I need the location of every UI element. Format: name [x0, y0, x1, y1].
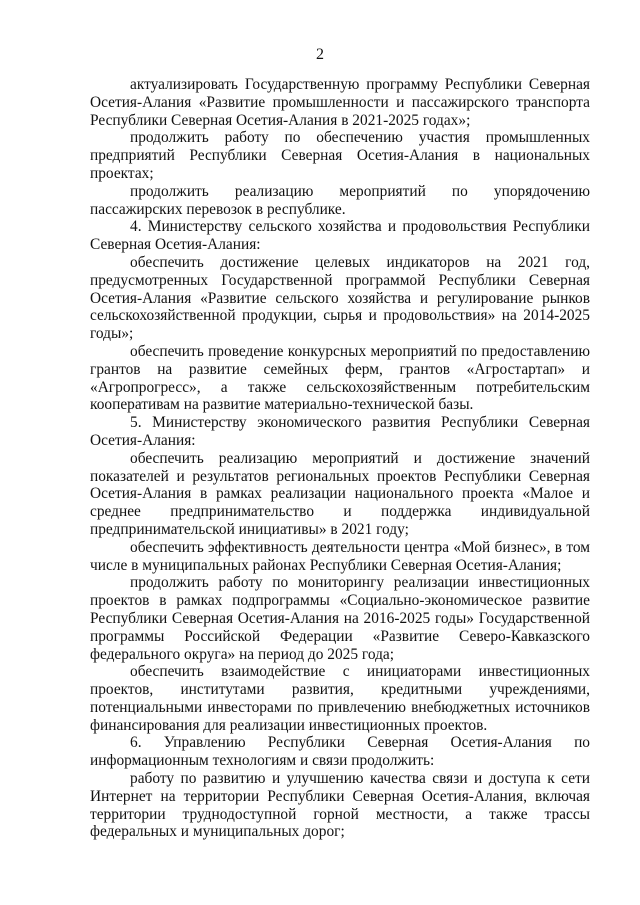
paragraph: обеспечить реализацию мероприятий и достижение значений показателей и результатов региональных проектов Республики Северная Осетия-Алания в рамках реализации национального проекта «Малое и среднее предпринимательство и поддержка индивидуальной предпринимательской инициативы» в 2021 году; [90, 449, 590, 538]
paragraph: продолжить работу по мониторингу реализации инвестиционных проектов в рамках подпрограммы «Социально-экономическое развитие Республики Северная Осетия-Алания на 2016-2025 годы» Государственной программы Российской Федерации «Развитие Северо-Кавказского федерального округа» на период до 2025 года; [90, 574, 590, 663]
paragraph: работу по развитию и улучшению качества связи и доступа к сети Интернет на территории Республики Северная Осетия-Алания, включая территории труднодоступной горной местности, а также трассы федеральных и муниципальных дорог; [90, 770, 590, 841]
paragraph: продолжить реализацию мероприятий по упорядочению пассажирских перевозок в республике. [90, 182, 590, 218]
paragraph: обеспечить взаимодействие с инициаторами инвестиционных проектов, институтами развития, кредитными учреждениями, потенциальными инвесторами по привлечению внебюджетных источников финансирования для реализации инвестиционных проектов. [90, 663, 590, 734]
paragraph: обеспечить эффективность деятельности центра «Мой бизнес», в том числе в муниципальных районах Республики Северная Осетия-Алания; [90, 538, 590, 574]
paragraph: обеспечить проведение конкурсных мероприятий по предоставлению грантов на развитие семейных ферм, грантов «Агростартап» и «Агропрогресс», а также сельскохозяйственным потребительским кооперативам на развитие материально-технической базы. [90, 342, 590, 414]
paragraph: 6. Управлению Республики Северная Осетия-Алания по информационным технологиям и связи продолжить: [90, 734, 590, 770]
paragraph: обеспечить достижение целевых индикаторов на 2021 год, предусмотренных Государственной программой Республики Северная Осетия-Алания «Развитие сельского хозяйства и регулирование рынков сельскохозяйственной продукции, сырья и продовольствия» на 2014-2025 годы»; [90, 253, 590, 343]
paragraph: продолжить работу по обеспечению участия промышленных предприятий Республики Северная Осетия-Алания в национальных проектах; [90, 129, 590, 182]
paragraph: актуализировать Государственную программу Республики Северная Осетия-Алания «Развитие промышленности и пассажирского транспорта Республики Северная Осетия-Алания в 2021-2025 годах»; [90, 76, 590, 129]
page-number: 2 [316, 46, 324, 63]
document-body [90, 76, 590, 841]
paragraph: 5. Министерству экономического развития Республики Северная Осетия-Алания: [90, 414, 590, 449]
paragraph: 4. Министерству сельского хозяйства и продовольствия Республики Северная Осетия-Алания: [90, 218, 590, 254]
